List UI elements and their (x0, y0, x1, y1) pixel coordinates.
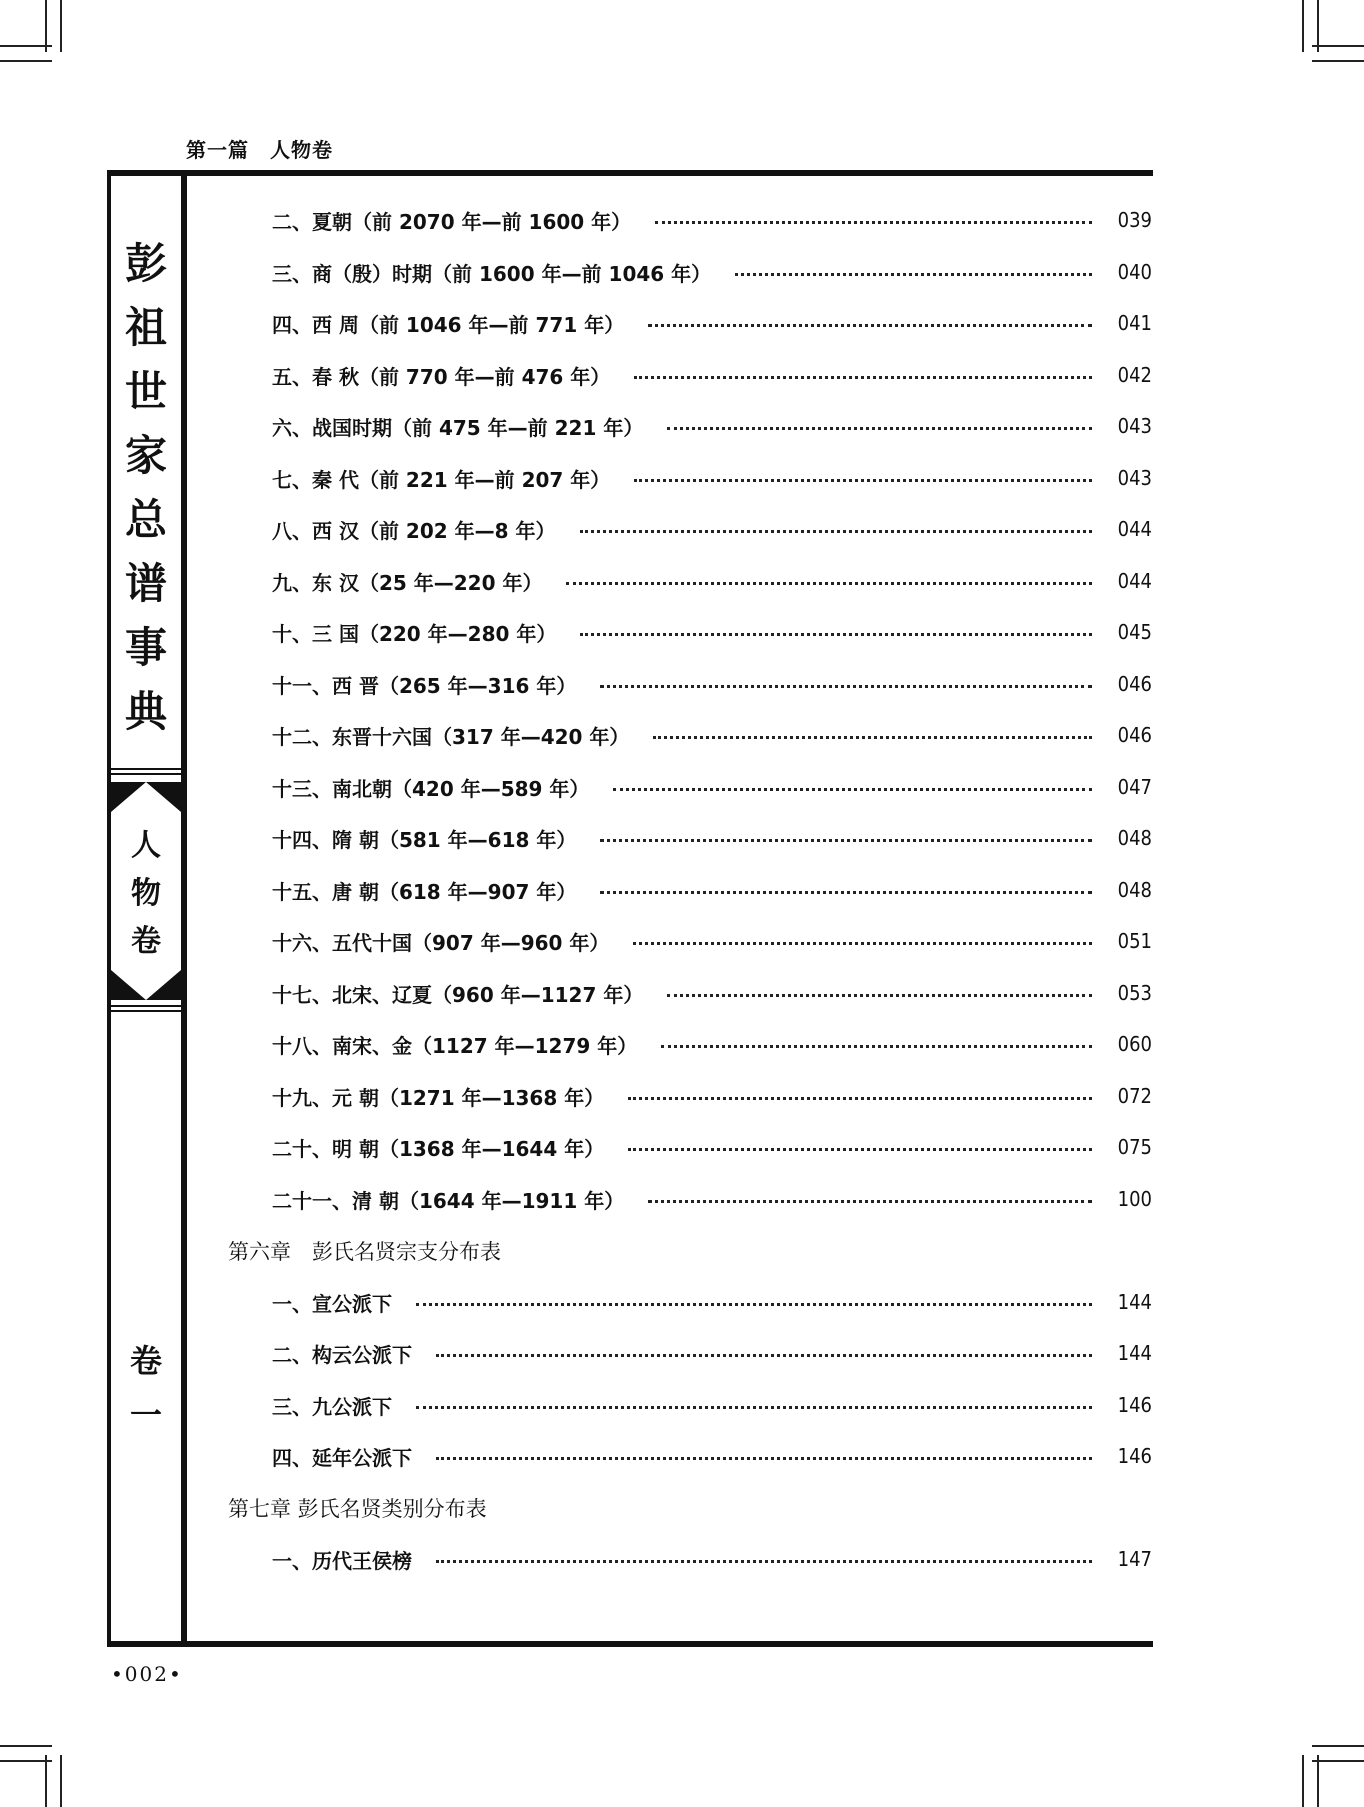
toc-entry[interactable] (272, 461, 1152, 495)
spine-separator (111, 768, 181, 770)
leader-dots (628, 1097, 1092, 1100)
volume-char: 卷 (131, 924, 161, 959)
volume-title-vertical (111, 822, 181, 966)
toc-entry[interactable] (272, 564, 1152, 598)
toc-entry[interactable] (272, 255, 1152, 289)
leader-dots (416, 1303, 1092, 1306)
crop-mark (1312, 45, 1364, 47)
crop-mark (0, 45, 52, 47)
toc-entry-title: 二十、明 朝（1368 年—1644 年） (272, 1136, 605, 1161)
leader-dots (436, 1354, 1092, 1357)
book-title-char: 家 (124, 431, 167, 480)
book-title-char: 祖 (124, 303, 167, 352)
toc-entry-title: 六、战国时期（前 475 年—前 221 年） (272, 415, 644, 440)
book-title-char: 事 (124, 623, 167, 672)
toc-entry-page: 053 (1117, 981, 1152, 1005)
crop-mark (45, 1755, 47, 1807)
crop-mark (0, 1745, 52, 1747)
bottom-rule (107, 1641, 1153, 1647)
toc-entry-page: 144 (1117, 1290, 1152, 1314)
toc-entry-page: 039 (1117, 208, 1152, 232)
toc-entry-page: 040 (1117, 260, 1152, 284)
crop-mark (0, 1760, 52, 1762)
juan-label-vertical (111, 1334, 181, 1442)
leader-dots (566, 582, 1092, 585)
leader-dots (634, 376, 1092, 379)
toc-entry[interactable] (272, 1130, 1152, 1164)
toc-entry-page: 042 (1117, 363, 1152, 387)
leader-dots (613, 788, 1092, 791)
toc-entry-title: 十、三 国（220 年—280 年） (272, 621, 557, 646)
page-number: •002• (111, 1662, 183, 1686)
toc-entry-page: 075 (1117, 1135, 1152, 1159)
toc-entry-title: 五、春 秋（前 770 年—前 476 年） (272, 364, 611, 389)
spine-inner-rule (181, 172, 187, 1645)
toc-entry[interactable] (272, 667, 1152, 701)
leader-dots (655, 221, 1092, 224)
crop-mark (60, 0, 62, 52)
toc-entry[interactable] (272, 1079, 1152, 1113)
toc-entry-page: 048 (1117, 878, 1152, 902)
toc-entry[interactable] (272, 615, 1152, 649)
toc-entry-title: 四、延年公派下 (272, 1445, 412, 1470)
toc-entry[interactable] (272, 1285, 1152, 1319)
toc-entry-title: 二、夏朝（前 2070 年—前 1600 年） (272, 209, 632, 234)
toc-entry-page: 051 (1117, 929, 1152, 953)
spine-separator (111, 1010, 181, 1012)
toc-entry-page: 146 (1117, 1393, 1152, 1417)
book-title-char: 典 (124, 687, 167, 736)
toc-entry-page: 146 (1117, 1444, 1152, 1468)
toc-entry[interactable] (272, 1027, 1152, 1061)
juan-char: 一 (129, 1396, 162, 1434)
toc-entry-title: 十三、南北朝（420 年—589 年） (272, 776, 590, 801)
toc-entry-title: 九、东 汉（25 年—220 年） (272, 570, 543, 595)
toc-entry[interactable] (272, 1336, 1152, 1370)
toc-entry-page: 043 (1117, 414, 1152, 438)
volume-char: 物 (131, 876, 161, 911)
crop-mark (1312, 60, 1364, 62)
crop-mark (1302, 1755, 1304, 1807)
spine-separator (111, 773, 181, 775)
crop-mark (1317, 1755, 1319, 1807)
toc-entry-page: 072 (1117, 1084, 1152, 1108)
crop-mark (1312, 1760, 1364, 1762)
toc-entry[interactable] (272, 358, 1152, 392)
toc-entry-page: 045 (1117, 620, 1152, 644)
toc-entry-title: 十八、南宋、金（1127 年—1279 年） (272, 1033, 638, 1058)
toc-entry-title: 一、宣公派下 (272, 1291, 392, 1316)
toc-entry-page: 100 (1117, 1187, 1152, 1211)
toc-entry[interactable] (272, 821, 1152, 855)
toc-entry-title: 二、构云公派下 (272, 1342, 412, 1367)
toc-entry[interactable] (272, 976, 1152, 1010)
leader-dots (634, 479, 1092, 482)
leader-dots (667, 427, 1092, 430)
leader-dots (600, 685, 1092, 688)
leader-dots (580, 530, 1092, 533)
toc-entry[interactable] (272, 512, 1152, 546)
chapter-heading[interactable]: 第六章 彭氏名贤宗支分布表 (228, 1240, 501, 1264)
crop-mark (60, 1755, 62, 1807)
toc-entry[interactable] (272, 718, 1152, 752)
top-rule (107, 170, 1153, 176)
toc-entry[interactable] (272, 1388, 1152, 1422)
leader-dots (600, 839, 1092, 842)
leader-dots (600, 891, 1092, 894)
leader-dots (628, 1148, 1092, 1151)
book-title-vertical (111, 232, 181, 744)
crop-mark (1302, 0, 1304, 52)
running-head: 第一篇 人物卷 (186, 138, 333, 162)
toc-entry-page: 046 (1117, 672, 1152, 696)
toc-entry[interactable] (272, 409, 1152, 443)
chapter-heading[interactable]: 第七章 彭氏名贤类别分布表 (228, 1497, 487, 1521)
toc-entry-title: 十六、五代十国（907 年—960 年） (272, 930, 610, 955)
toc-entry-title: 十九、元 朝（1271 年—1368 年） (272, 1085, 605, 1110)
leader-dots (416, 1406, 1092, 1409)
volume-emblem (111, 782, 181, 1000)
book-title-char: 世 (124, 367, 167, 416)
juan-char: 卷 (129, 1342, 162, 1380)
toc-entry-title: 十二、东晋十六国（317 年—420 年） (272, 724, 630, 749)
toc-entry-page: 044 (1117, 569, 1152, 593)
toc-entry-page: 046 (1117, 723, 1152, 747)
volume-char: 人 (131, 828, 161, 863)
toc-entry[interactable] (272, 1182, 1152, 1216)
leader-dots (661, 1045, 1092, 1048)
toc-entry[interactable] (272, 770, 1152, 804)
toc-entry[interactable] (272, 203, 1152, 237)
toc-entry-page: 044 (1117, 517, 1152, 541)
toc-entry-page: 041 (1117, 311, 1152, 335)
toc-entry-page: 147 (1117, 1547, 1152, 1571)
toc-entry-title: 四、西 周（前 1046 年—前 771 年） (272, 312, 625, 337)
crop-mark (1312, 1745, 1364, 1747)
toc-entry-title: 一、历代王侯榜 (272, 1548, 412, 1573)
toc-entry-title: 三、九公派下 (272, 1394, 392, 1419)
toc-entry-page: 043 (1117, 466, 1152, 490)
toc-entry-title: 三、商（殷）时期（前 1600 年—前 1046 年） (272, 261, 712, 286)
leader-dots (667, 994, 1092, 997)
leader-dots (648, 1200, 1092, 1203)
book-title-char: 谱 (124, 559, 167, 608)
leader-dots (633, 942, 1092, 945)
toc-entry-page: 048 (1117, 826, 1152, 850)
toc-entry-title: 十七、北宋、辽夏（960 年—1127 年） (272, 982, 644, 1007)
book-title-char: 总 (124, 495, 167, 544)
leader-dots (436, 1457, 1092, 1460)
spine-separator (111, 1005, 181, 1007)
crop-mark (0, 60, 52, 62)
toc-entry[interactable] (272, 1439, 1152, 1473)
toc-entry-title: 七、秦 代（前 221 年—前 207 年） (272, 467, 611, 492)
leader-dots (436, 1560, 1092, 1563)
toc-entry[interactable] (272, 924, 1152, 958)
leader-dots (648, 324, 1092, 327)
leader-dots (735, 273, 1092, 276)
toc-entry-page: 060 (1117, 1032, 1152, 1056)
toc-entry[interactable] (272, 306, 1152, 340)
toc-entry-title: 十五、唐 朝（618 年—907 年） (272, 879, 577, 904)
toc-entry-title: 十四、隋 朝（581 年—618 年） (272, 827, 577, 852)
toc-entry[interactable] (272, 873, 1152, 907)
toc-entry[interactable] (272, 1542, 1152, 1576)
toc-entry-page: 047 (1117, 775, 1152, 799)
leader-dots (580, 633, 1092, 636)
toc-entry-page: 144 (1117, 1341, 1152, 1365)
toc-entry-title: 二十一、清 朝（1644 年—1911 年） (272, 1188, 625, 1213)
toc-entry-title: 八、西 汉（前 202 年—8 年） (272, 518, 556, 543)
leader-dots (653, 736, 1092, 739)
toc-entry-title: 十一、西 晋（265 年—316 年） (272, 673, 577, 698)
book-title-char: 彭 (124, 239, 167, 288)
